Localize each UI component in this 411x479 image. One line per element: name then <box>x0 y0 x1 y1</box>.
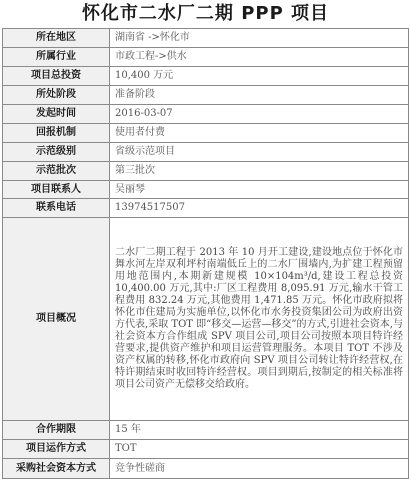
row-value: 准备阶段 <box>110 86 409 105</box>
row-label: 示范级别 <box>3 143 110 162</box>
project-info-table <box>2 28 409 479</box>
row-label: 回报机制 <box>3 124 110 143</box>
table-row <box>3 162 409 181</box>
row-value: 使用者付费 <box>110 124 409 143</box>
row-label: 联系电话 <box>3 199 110 218</box>
row-value: 竞争性磋商 <box>110 459 409 479</box>
row-value: 第三批次 <box>110 162 409 181</box>
row-value: TOT <box>110 440 409 459</box>
overview-row <box>3 218 409 421</box>
table-row <box>3 421 409 440</box>
table-row <box>3 459 409 479</box>
table-row <box>3 124 409 143</box>
row-label: 所属行业 <box>3 48 110 67</box>
row-value: 吴丽琴 <box>110 181 409 199</box>
table-row <box>3 86 409 105</box>
overview-text: 二水厂二期工程于 2013 年 10 月开工建设,建设地点位于怀化市舞水河左岸双利坪村南端低丘上的二水厂围墙内,为扩建工程预留用地范围内,本期新建规模 10×104m³/d,建设工程总投资 10,400.00 万元,其中:厂区工程费用 8,095.91 万元,输水干管工程费用 832.24 万元,其他费用 1,471.85 万元。怀化市政府拟将怀化市住建局为实施单位,以怀化市水务投资集团公司为政府出资方代表,采取 TOT 即“移交—运营—移交”的方式,引进社会资本,与社会资本方合作组成 SPV 项目公司,项目公司按照本项目特许经营要求,提供资产维护和项目运营管理服务。本项目 TOT 不涉及资产权属的转移,怀化市政府向 SPV 项目公司转让特许经营权,在特许期结束时收回特许经营权。项目到期后,按制定的相关标准将项目公司资产无偿移交给政府。 <box>110 218 409 421</box>
table-row <box>3 199 409 218</box>
row-label: 项目运作方式 <box>3 440 110 459</box>
overview-label: 项目概况 <box>3 218 110 421</box>
row-label: 项目联系人 <box>3 181 110 199</box>
table-row <box>3 105 409 124</box>
row-label: 采购社会资本方式 <box>3 459 110 479</box>
row-label: 项目总投资 <box>3 67 110 86</box>
table-row <box>3 143 409 162</box>
row-label: 示范批次 <box>3 162 110 181</box>
table-row <box>3 181 409 199</box>
row-value: 15 年 <box>110 421 409 440</box>
row-value: 2016-03-07 <box>110 105 409 124</box>
row-value: 湖南省 ->怀化市 <box>110 29 409 48</box>
row-value: 省级示范项目 <box>110 143 409 162</box>
table-row <box>3 48 409 67</box>
row-value: 13974517507 <box>110 199 409 218</box>
row-value: 10,400 万元 <box>110 67 409 86</box>
table-row <box>3 29 409 48</box>
row-label: 合作期限 <box>3 421 110 440</box>
row-value: 市政工程->供水 <box>110 48 409 67</box>
row-label: 发起时间 <box>3 105 110 124</box>
table-row <box>3 67 409 86</box>
row-label: 所处阶段 <box>3 86 110 105</box>
row-label: 所在地区 <box>3 29 110 48</box>
table-row <box>3 440 409 459</box>
page-title: 怀化市二水厂二期 PPP 项目 <box>81 3 330 24</box>
